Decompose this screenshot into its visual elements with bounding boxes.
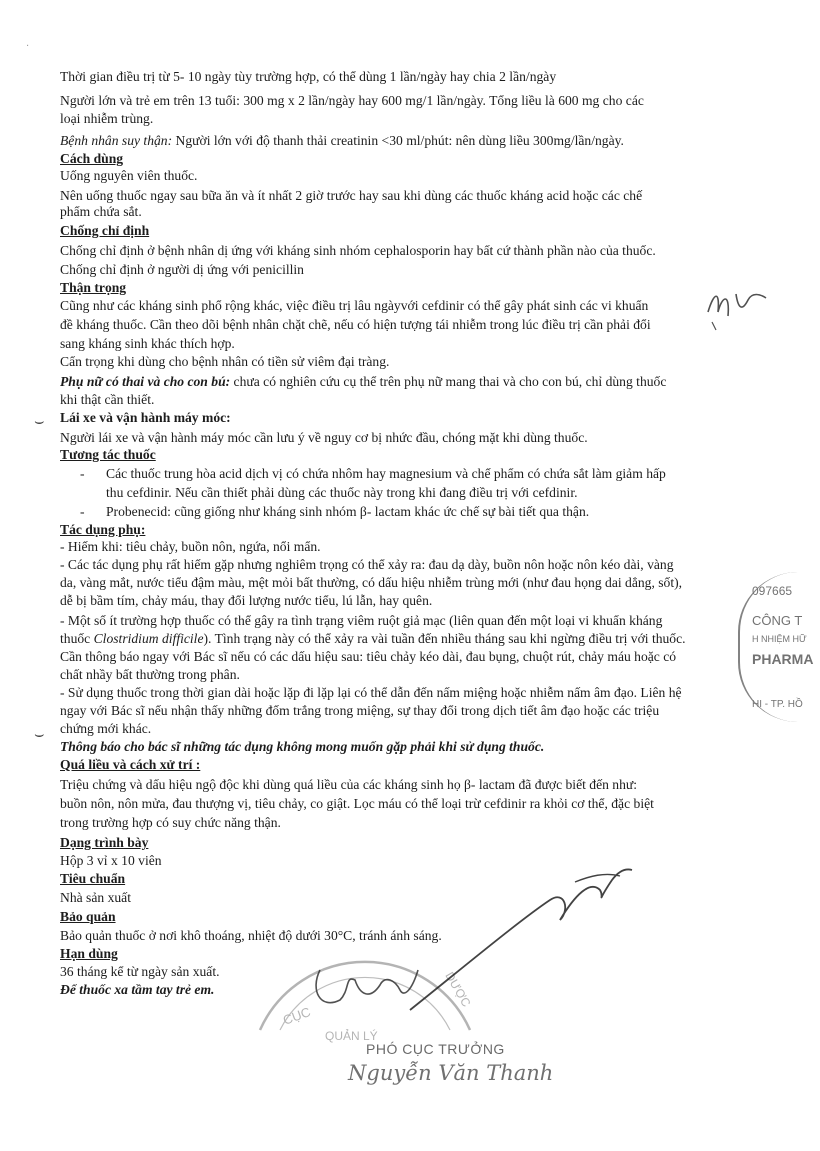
text-line: - Hiếm khi: tiêu chảy, buồn nôn, ngứa, nổi mẩn. (60, 539, 321, 554)
stamp-text: CÔNG T (752, 613, 803, 628)
section-heading: Bảo quản (60, 909, 116, 924)
stamp-text: HI - TP. HỒ (752, 699, 803, 710)
text-line: ngay với Bác sĩ nếu nhận thấy những đốm trắng trong miệng, sự thay đổi trong dịch tiết âm đạo hoặc các triệu (60, 703, 660, 718)
text-line: Cũng như các kháng sinh phổ rộng khác, việc điều trị lâu ngàyvới cefdinir có thể gây phát sinh các vi khuẩn (60, 298, 649, 313)
text-line: đề kháng thuốc. Cần theo dõi bệnh nhân chặt chẽ, nếu có hiện tượng tái nhiễm trong lúc điều trị cần phải đổi (60, 317, 651, 332)
text-line: 36 tháng kể từ ngày sản xuất. (60, 964, 220, 979)
text-line: dễ bị bầm tím, chảy máu, thay đổi lượng nước tiểu, lú lẫn, hay quên. (60, 593, 433, 608)
text-line: Uống nguyên viên thuốc. (60, 168, 198, 183)
text-line: Người lái xe và vận hành máy móc cần lưu ý về nguy cơ bị nhức đầu, chóng mặt khi dùng thuốc. (60, 430, 588, 445)
text-run: Người lớn với độ thanh thải creatinin <30 ml/phút: nên dùng liều 300mg/lần/ngày. (172, 133, 624, 148)
bullet-line (80, 503, 85, 522)
official-name: Nguyễn Văn Thanh (348, 1061, 554, 1085)
text-line: Nhà sản xuất (60, 890, 131, 905)
text-line: phẩm chứa sắt. (60, 204, 142, 219)
text-line (60, 630, 686, 649)
section-heading: Hạn dùng (60, 946, 118, 961)
text-line: Chống chỉ định ở bệnh nhân dị ứng với kháng sinh nhóm cephalosporin hay bất cứ thành phần nào của thuốc. (60, 243, 656, 258)
text-line: Cần thông báo ngay với Bác sĩ nếu có các dấu hiệu sau: tiêu chảy kéo dài, đau bụng, chuột rút, chảy máu hoặc có (60, 649, 677, 664)
company-stamp (738, 572, 820, 722)
text-line: Chống chỉ định ở người dị ứng với penicillin (60, 262, 304, 277)
text-line (60, 132, 624, 151)
svg-text:CỤC: CỤC (280, 1004, 313, 1028)
stamp-text: H NHIỆM HỮ (752, 634, 807, 644)
text-line: chứng mới khác. (60, 721, 152, 736)
section-heading: Lái xe và vận hành máy móc: (60, 410, 231, 425)
bullet-dash: - (80, 504, 85, 519)
italic-label: Bệnh nhân suy thận: (60, 133, 173, 148)
text-line: - Một số ít trường hợp thuốc có thể gây ra tình trạng viêm ruột giả mạc (liên quan đến một loại vi khuẩn kháng (60, 613, 663, 628)
text-line: sang kháng sinh khác thích hợp. (60, 336, 235, 351)
bold-italic-label: Phụ nữ có thai và cho con bú: (60, 374, 231, 389)
speck-mark: · (26, 41, 30, 52)
text-line: - Các tác dụng phụ rất hiếm gặp nhưng nghiêm trọng có thể xảy ra: đau dạ dày, buồn nôn hoặc nôn kéo dài, vàng (60, 557, 674, 572)
stamp-number: 097665 (752, 584, 793, 598)
bold-italic-notice: Thông báo cho bác sĩ những tác dụng không mong muốn gặp phải khi sử dụng thuốc. (60, 739, 545, 754)
italic-term: Clostridium difficile (93, 631, 204, 646)
check-mark: ⌣ (34, 724, 45, 743)
text-line: Thời gian điều trị từ 5- 10 ngày tùy trường hợp, có thể dùng 1 lần/ngày hay chia 2 lần/ngày (60, 69, 557, 84)
text-line: Nên uống thuốc ngay sau bữa ăn và ít nhất 2 giờ trước hay sau khi dùng các thuốc kháng acid hoặc các chế (60, 188, 643, 203)
section-heading: Chống chỉ định (60, 223, 150, 238)
section-heading: Tác dụng phụ: (60, 522, 146, 537)
text-line: thu cefdinir. Nếu cần thiết phải dùng các thuốc này trong khi đang điều trị với cefdinir. (106, 485, 578, 500)
check-mark: ⌣ (34, 411, 45, 430)
text-line: Hộp 3 vỉ x 10 viên (60, 853, 162, 868)
margin-initials-signature (702, 282, 772, 332)
text-line: Cẩn trọng khi dùng cho bệnh nhân có tiền sử viêm đại tràng. (60, 354, 390, 369)
section-heading: Cách dùng (60, 151, 124, 166)
second-signature (300, 950, 430, 1020)
text-run: chưa có nghiên cứu cụ thể trên phụ nữ mang thai và cho con bú, chỉ dùng thuốc (230, 374, 667, 389)
text-line: - Sử dụng thuốc trong thời gian dài hoặc lặp đi lặp lại có thể dẫn đến nấm miệng hoặc nhiễm nấm âm đạo. Liên hệ (60, 685, 682, 700)
text-line: chất nhầy bất thường trong phân. (60, 667, 240, 682)
section-heading: Quá liều và cách xử trí : (60, 757, 201, 772)
section-heading: Dạng trình bày (60, 835, 149, 850)
text-line: Người lớn và trẻ em trên 13 tuổi: 300 mg x 2 lần/ngày hay 600 mg/1 lần/ngày. Tổng liều là 600 mg cho các (60, 93, 644, 108)
text-line: trong trường hợp có suy chức năng thận. (60, 815, 281, 830)
bullet-dash: - (80, 466, 85, 481)
bold-italic-notice: Để thuốc xa tầm tay trẻ em. (60, 982, 215, 997)
official-title: PHÓ CỤC TRƯỞNG (366, 1041, 505, 1057)
section-heading: Tương tác thuốc (60, 447, 156, 462)
text-line: Các thuốc trung hòa acid dịch vị có chứa nhôm hay magnesium và chế phẩm có chứa sắt làm giảm hấp (106, 466, 666, 481)
text-line: da, vàng mắt, nước tiểu đậm màu, mệt mỏi bất thường, có dấu hiệu nhiễm trùng mới (như đau họng dai dẳng, sốt), (60, 575, 683, 590)
text-line: loại nhiễm trùng. (60, 111, 154, 126)
text-line: buồn nôn, nôn mửa, đau thượng vị, tiêu chảy, co giật. Lọc máu có thể loại trừ cefdinir ra khỏi cơ thể, đặc biệt (60, 796, 654, 811)
section-heading: Thận trọng (60, 280, 127, 295)
text-line: khi thật cần thiết. (60, 392, 155, 407)
text-run: thuốc (60, 631, 94, 646)
svg-text:DƯỢC: DƯỢC (442, 969, 474, 1010)
text-run: ). Tình trạng này có thể xảy ra vài tuần đến nhiều tháng sau khi ngừng điều trị với thuốc. (203, 631, 686, 646)
director-signature (400, 860, 650, 1020)
svg-text:QUẢN LÝ: QUẢN LÝ (325, 1029, 378, 1043)
text-line (60, 373, 666, 392)
bullet-line (80, 465, 85, 484)
text-line: Probenecid: cũng giống như kháng sinh nhóm β- lactam khác ức chế sự bài tiết qua thận. (106, 504, 590, 519)
text-line: Triệu chứng và dấu hiệu ngộ độc khi dùng quá liều của các kháng sinh họ β- lactam đã được biết đến như: (60, 777, 638, 792)
stamp-text: PHARMA (752, 651, 814, 667)
text-line: Bảo quản thuốc ở nơi khô thoáng, nhiệt độ dưới 30°C, tránh ánh sáng. (60, 928, 442, 943)
section-heading: Tiêu chuẩn (60, 871, 126, 886)
